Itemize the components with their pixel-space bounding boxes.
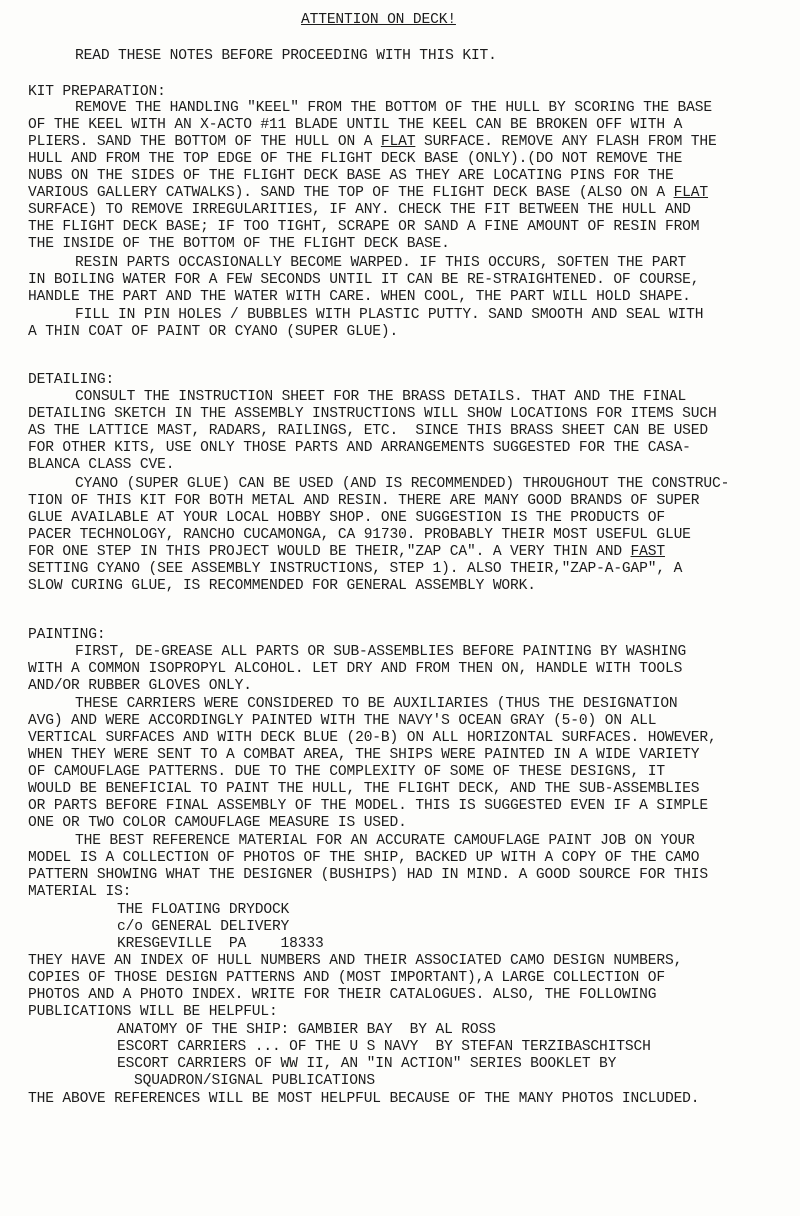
publication-line: SQUADRON/SIGNAL PUBLICATIONS <box>134 1073 376 1089</box>
painting-p2-line: AVG) AND WERE ACCORDINGLY PAINTED WITH THE NAVY'S OCEAN GRAY (5-0) ON ALL <box>28 713 657 729</box>
painting-p3-line: THE BEST REFERENCE MATERIAL FOR AN ACCURATE CAMOUFLAGE PAINT JOB ON YOUR <box>75 833 695 849</box>
kit-prep-p1-line: OF THE KEEL WITH AN X-ACTO #11 BLADE UNTIL THE KEEL CAN BE BROKEN OFF WITH A <box>28 117 683 133</box>
painting-heading: PAINTING: <box>28 627 106 643</box>
detailing-p2-line: CYANO (SUPER GLUE) CAN BE USED (AND IS RECOMMENDED) THROUGHOUT THE CONSTRUC- <box>75 476 730 492</box>
fast-emphasis: FAST <box>630 544 665 560</box>
detailing-p2-line: SETTING CYANO (SEE ASSEMBLY INSTRUCTIONS, STEP 1). ALSO THEIR,"ZAP-A-GAP", A <box>28 561 683 577</box>
kit-prep-p1-line: REMOVE THE HANDLING "KEEL" FROM THE BOTTOM OF THE HULL BY SCORING THE BASE <box>75 100 712 116</box>
painting-p2-line: OR PARTS BEFORE FINAL ASSEMBLY OF THE MODEL. THIS IS SUGGESTED EVEN IF A SIMPLE <box>28 798 709 814</box>
painting-p1-line: FIRST, DE-GREASE ALL PARTS OR SUB-ASSEMBLIES BEFORE PAINTING BY WASHING <box>75 644 687 660</box>
painting-p2-line: VERTICAL SURFACES AND WITH DECK BLUE (20-B) ON ALL HORIZONTAL SURFACES. HOWEVER, <box>28 730 717 746</box>
kit-prep-p1-line: VARIOUS GALLERY CATWALKS). SAND THE TOP OF THE FLIGHT DECK BASE (ALSO ON A FLAT <box>28 185 709 201</box>
publication-line: ESCORT CARRIERS OF WW II, AN "IN ACTION" SERIES BOOKLET BY <box>117 1056 617 1072</box>
painting-p2-line: WHEN THEY WERE SENT TO A COMBAT AREA, THE SHIPS WERE PAINTED IN A WIDE VARIETY <box>28 747 700 763</box>
painting-p2-line: THESE CARRIERS WERE CONSIDERED TO BE AUXILIARIES (THUS THE DESIGNATION <box>75 696 678 712</box>
painting-p2-line: OF CAMOUFLAGE PATTERNS. DUE TO THE COMPLEXITY OF SOME OF THESE DESIGNS, IT <box>28 764 665 780</box>
painting-p1-line: WITH A COMMON ISOPROPYL ALCOHOL. LET DRY AND FROM THEN ON, HANDLE WITH TOOLS <box>28 661 683 677</box>
kit-preparation-heading: KIT PREPARATION: <box>28 84 166 100</box>
painting-p4-line: PHOTOS AND A PHOTO INDEX. WRITE FOR THEIR CATALOGUES. ALSO, THE FOLLOWING <box>28 987 657 1003</box>
publication-line: ANATOMY OF THE SHIP: GAMBIER BAY BY AL ROSS <box>117 1022 496 1038</box>
intro-line: READ THESE NOTES BEFORE PROCEEDING WITH THIS KIT. <box>75 48 497 64</box>
publication-line: ESCORT CARRIERS ... OF THE U S NAVY BY STEFAN TERZIBASCHITSCH <box>117 1039 651 1055</box>
page-title: ATTENTION ON DECK! <box>301 12 456 28</box>
kit-prep-p3-line: A THIN COAT OF PAINT OR CYANO (SUPER GLUE). <box>28 324 399 340</box>
detailing-p2-line: FOR ONE STEP IN THIS PROJECT WOULD BE THEIR,"ZAP CA". A VERY THIN AND FAST <box>28 544 665 560</box>
detailing-p2-line: GLUE AVAILABLE AT YOUR LOCAL HOBBY SHOP. ONE SUGGESTION IS THE PRODUCTS OF <box>28 510 665 526</box>
kit-prep-p1-line: THE FLIGHT DECK BASE; IF TOO TIGHT, SCRAPE OR SAND A FINE AMOUNT OF RESIN FROM <box>28 219 700 235</box>
flat-emphasis: FLAT <box>673 185 709 201</box>
kit-prep-p3-line: FILL IN PIN HOLES / BUBBLES WITH PLASTIC PUTTY. SAND SMOOTH AND SEAL WITH <box>75 307 704 323</box>
detailing-p1-line: FOR OTHER KITS, USE ONLY THOSE PARTS AND ARRANGEMENTS SUGGESTED FOR THE CASA- <box>28 440 691 456</box>
painting-p2-line: WOULD BE BENEFICIAL TO PAINT THE HULL, THE FLIGHT DECK, AND THE SUB-ASSEMBLIES <box>28 781 700 797</box>
painting-p3-line: MODEL IS A COLLECTION OF PHOTOS OF THE SHIP, BACKED UP WITH A COPY OF THE CAMO <box>28 850 700 866</box>
address-line: c/o GENERAL DELIVERY <box>117 919 290 935</box>
detailing-p2-line: SLOW CURING GLUE, IS RECOMMENDED FOR GENERAL ASSEMBLY WORK. <box>28 578 536 594</box>
detailing-p1-line: AS THE LATTICE MAST, RADARS, RAILINGS, ETC. SINCE THIS BRASS SHEET CAN BE USED <box>28 423 709 439</box>
painting-p2-line: ONE OR TWO COLOR CAMOUFLAGE MEASURE IS USED. <box>28 815 407 831</box>
detailing-heading: DETAILING: <box>28 372 115 388</box>
detailing-p1-line: BLANCA CLASS CVE. <box>28 457 175 473</box>
kit-prep-p2-line: IN BOILING WATER FOR A FEW SECONDS UNTIL IT CAN BE RE-STRAIGHTENED. OF COURSE, <box>28 272 700 288</box>
painting-p3-line: PATTERN SHOWING WHAT THE DESIGNER (BUSHIPS) HAD IN MIND. A GOOD SOURCE FOR THIS <box>28 867 709 883</box>
detailing-p2-line: TION OF THIS KIT FOR BOTH METAL AND RESIN. THERE ARE MANY GOOD BRANDS OF SUPER <box>28 493 700 509</box>
flat-emphasis: FLAT <box>380 134 416 150</box>
closing-line: THE ABOVE REFERENCES WILL BE MOST HELPFUL BECAUSE OF THE MANY PHOTOS INCLUDED. <box>28 1091 700 1107</box>
kit-prep-p1-line: HULL AND FROM THE TOP EDGE OF THE FLIGHT DECK BASE (ONLY).(DO NOT REMOVE THE <box>28 151 683 167</box>
painting-p3-line: MATERIAL IS: <box>28 884 132 900</box>
painting-p1-line: AND/OR RUBBER GLOVES ONLY. <box>28 678 252 694</box>
painting-p4-line: PUBLICATIONS WILL BE HELPFUL: <box>28 1004 278 1020</box>
kit-prep-p2-line: RESIN PARTS OCCASIONALLY BECOME WARPED. IF THIS OCCURS, SOFTEN THE PART <box>75 255 687 271</box>
detailing-p1-line: CONSULT THE INSTRUCTION SHEET FOR THE BRASS DETAILS. THAT AND THE FINAL <box>75 389 687 405</box>
painting-p4-line: COPIES OF THOSE DESIGN PATTERNS AND (MOST IMPORTANT),A LARGE COLLECTION OF <box>28 970 665 986</box>
kit-prep-p1-line: PLIERS. SAND THE BOTTOM OF THE HULL ON A FLAT SURFACE. REMOVE ANY FLASH FROM THE <box>28 134 717 150</box>
painting-p4-line: THEY HAVE AN INDEX OF HULL NUMBERS AND THEIR ASSOCIATED CAMO DESIGN NUMBERS, <box>28 953 683 969</box>
detailing-p2-line: PACER TECHNOLOGY, RANCHO CUCAMONGA, CA 91730. PROBABLY THEIR MOST USEFUL GLUE <box>28 527 691 543</box>
kit-prep-p1-line: THE INSIDE OF THE BOTTOM OF THE FLIGHT DECK BASE. <box>28 236 450 252</box>
kit-prep-p1-line: SURFACE) TO REMOVE IRREGULARITIES, IF ANY. CHECK THE FIT BETWEEN THE HULL AND <box>28 202 691 218</box>
kit-prep-p2-line: HANDLE THE PART AND THE WATER WITH CARE. WHEN COOL, THE PART WILL HOLD SHAPE. <box>28 289 691 305</box>
detailing-p1-line: DETAILING SKETCH IN THE ASSEMBLY INSTRUCTIONS WILL SHOW LOCATIONS FOR ITEMS SUCH <box>28 406 717 422</box>
address-line: THE FLOATING DRYDOCK <box>117 902 290 918</box>
address-line: KRESGEVILLE PA 18333 <box>117 936 324 952</box>
kit-prep-p1-line: NUBS ON THE SIDES OF THE FLIGHT DECK BASE AS THEY ARE LOCATING PINS FOR THE <box>28 168 674 184</box>
